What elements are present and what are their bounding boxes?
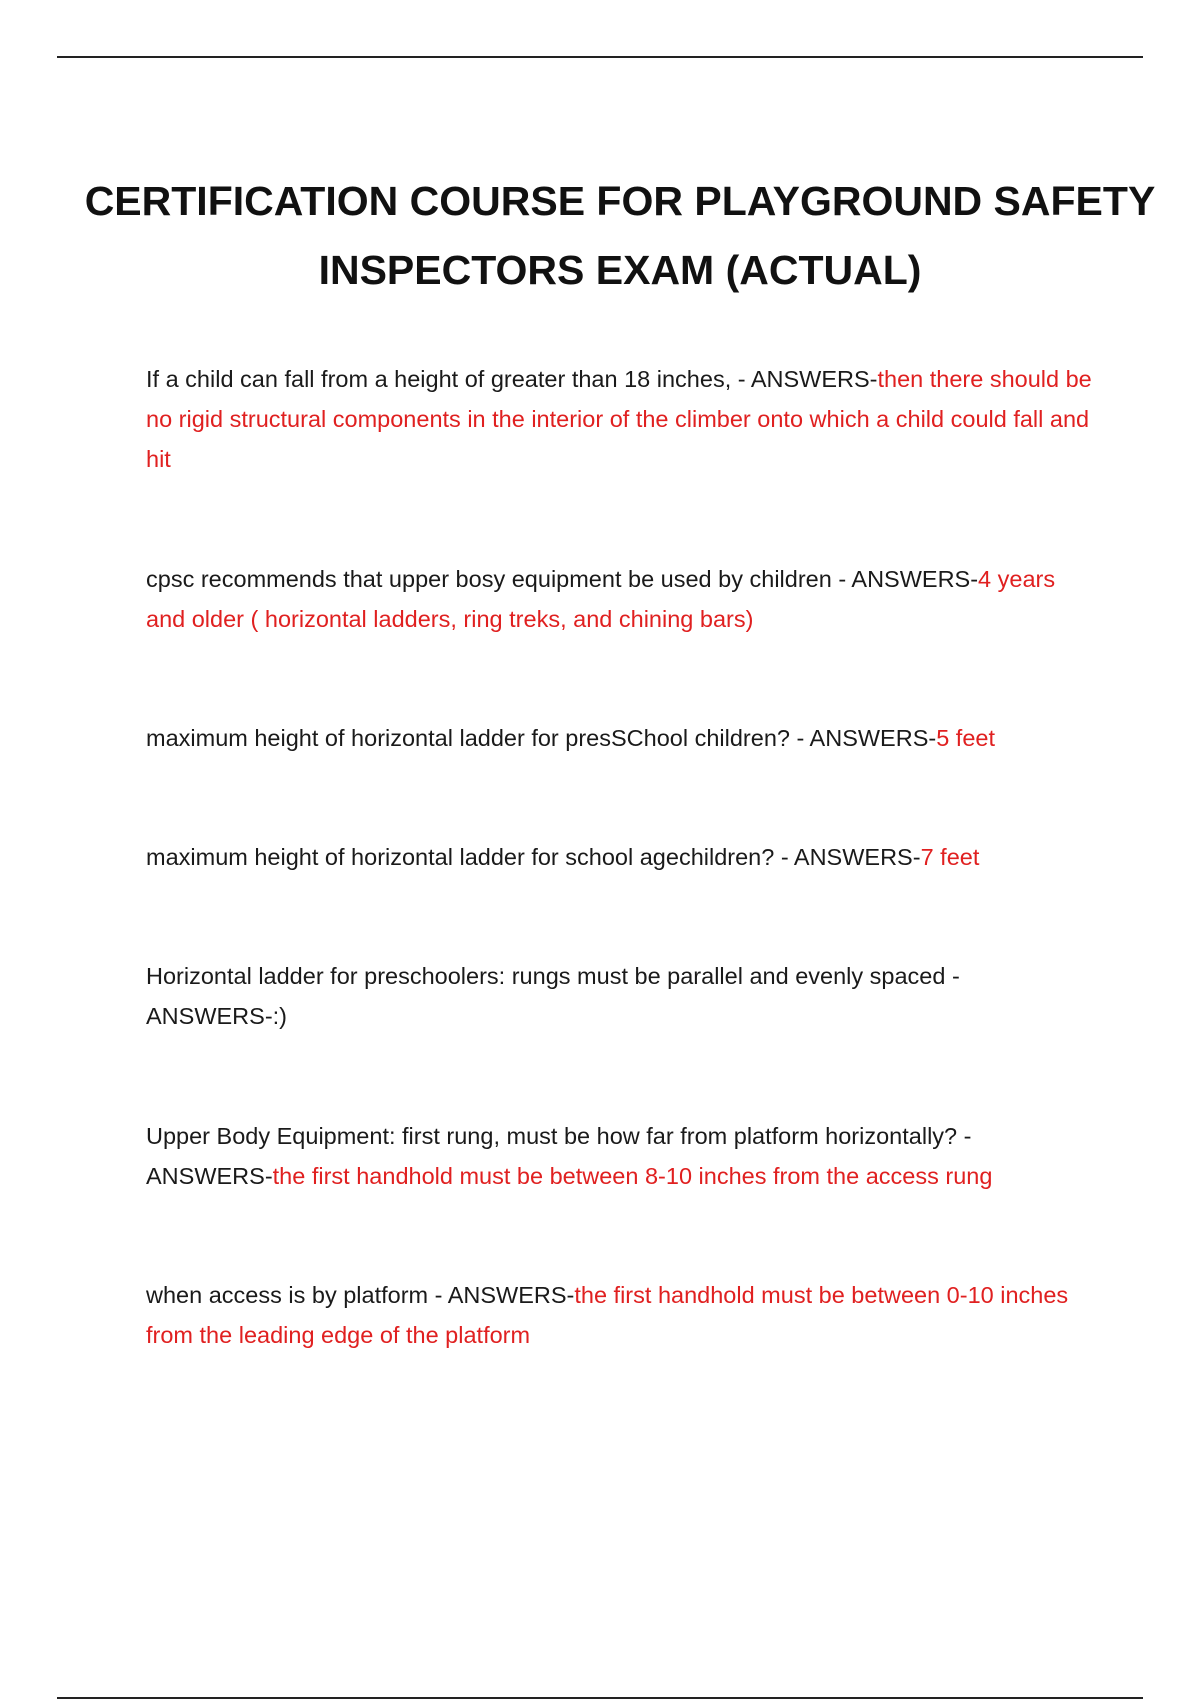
answer-text: the first handhold must be between 0-10 inches from the leading edge of the platform (146, 1282, 1069, 1348)
qa-item (146, 559, 1096, 639)
qa-item (146, 837, 1096, 877)
page-title: CERTIFICATION COURSE FOR PLAYGROUND SAFETY INSPECTORS EXAM (ACTUAL) (84, 178, 1156, 294)
top-rule (57, 56, 1143, 58)
answer-text: then there should be no rigid structural components in the interior of the climber onto which a child could fall and hit (146, 366, 1092, 472)
answer-text: 5 feet (936, 725, 995, 751)
answer-text: 4 years and older ( horizontal ladders, ring treks, and chining bars) (146, 566, 1056, 632)
qa-item (146, 956, 1096, 1036)
bottom-rule (57, 1697, 1143, 1699)
question-text: when access is by platform - ANSWERS- (146, 1282, 575, 1308)
answer-text: 7 feet (920, 844, 980, 870)
qa-item (146, 1116, 1096, 1196)
qa-item (146, 359, 1096, 479)
qa-item (146, 718, 1096, 758)
answer-text: the first handhold must be between 8-10 inches from the access rung (272, 1163, 993, 1189)
question-text: If a child can fall from a height of greater than 18 inches, - ANSWERS- (146, 366, 878, 392)
question-text: Upper Body Equipment: first rung, must be how far from platform horizontally? - ANSWERS- (146, 1123, 972, 1189)
question-text: maximum height of horizontal ladder for presSChool children? - ANSWERS- (146, 725, 937, 751)
question-text: cpsc recommends that upper bosy equipment be used by children - ANSWERS- (146, 566, 979, 592)
question-text: Horizontal ladder for preschoolers: rungs must be parallel and evenly spaced - ANSWERS-:) (146, 963, 960, 1029)
qa-item (146, 1275, 1096, 1355)
question-text: maximum height of horizontal ladder for school agechildren? - ANSWERS- (146, 844, 921, 870)
